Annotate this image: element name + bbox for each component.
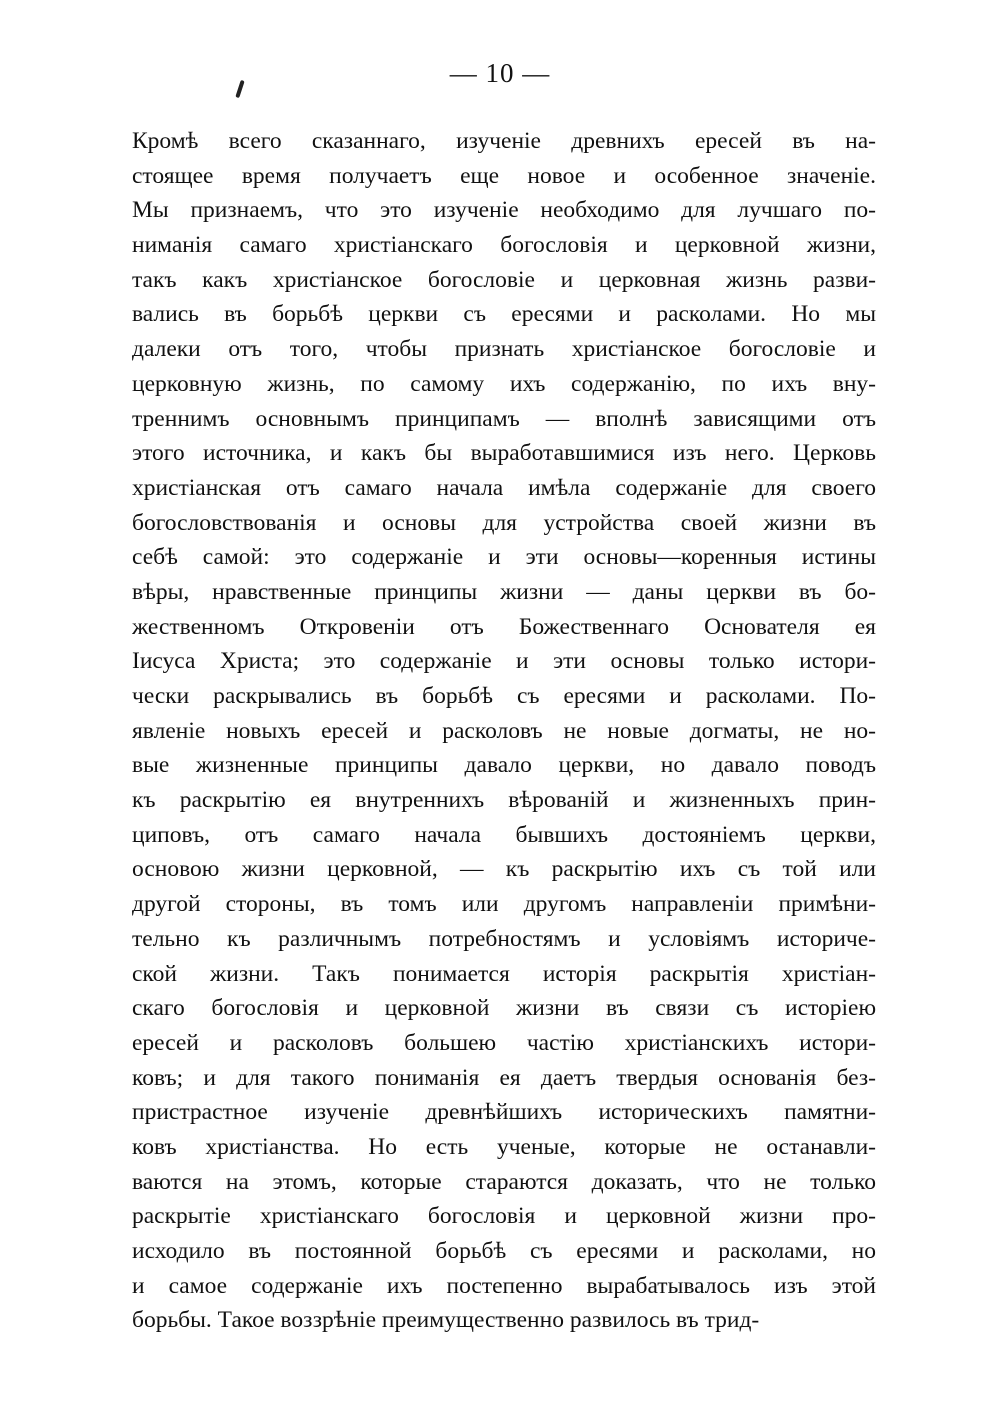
text-line: вались въ борьбѣ церкви съ ересями и расколами. Но мы xyxy=(132,301,876,328)
text-line: Іисуса Христа; это содержаніе и эти основы только истори- xyxy=(132,648,876,675)
text-line: ковъ; и для такого пониманія ея даетъ твердыя основанія без- xyxy=(132,1064,876,1091)
text-line: раскрытіе христіанскаго богословія и церковной жизни про- xyxy=(132,1203,876,1230)
text-line: вѣры, нравственные принципы жизни — даны церкви въ бо- xyxy=(132,578,876,605)
text-line: пристрастное изученіе древнѣйшихъ историческихъ памятни- xyxy=(132,1099,876,1126)
text-line: далеки отъ того, чтобы признать христіанское богословіе и xyxy=(132,336,876,363)
text-line: ниманія самаго христіанскаго богословія и церковной жизни, xyxy=(132,232,876,259)
text-line: жественномъ Откровеніи отъ Божественнаго Основателя ея xyxy=(132,613,876,640)
text-line: тельно къ различнымъ потребностямъ и условіямъ историче- xyxy=(132,925,876,952)
text-line: себѣ самой: это содержаніе и эти основы—коренныя истины xyxy=(132,544,876,571)
text-line: ской жизни. Такъ понимается исторія раскрытія христіан- xyxy=(132,960,876,987)
text-line: ваются на этомъ, которые стараются доказать, что не только xyxy=(132,1168,876,1195)
text-line: стоящее время получаетъ еще новое и особенное значеніе. xyxy=(132,162,876,189)
text-line: христіанская отъ самаго начала имѣла содержаніе для своего xyxy=(132,474,876,501)
text-line: явленіе новыхъ ересей и расколовъ не новые догматы, не но- xyxy=(132,717,876,744)
text-line: борьбы. Такое воззрѣніе преимущественно развилось въ трид- xyxy=(132,1307,760,1334)
text-line: такъ какъ христіанское богословіе и церковная жизнь разви- xyxy=(132,266,876,293)
text-line: другой стороны, въ томъ или другомъ направленіи примѣни- xyxy=(132,891,876,918)
text-line: треннимъ основнымъ принципамъ — вполнѣ зависящими отъ xyxy=(132,405,876,432)
text-line: скаго богословія и церковной жизни въ связи съ исторіею xyxy=(132,995,876,1022)
body-text xyxy=(132,124,876,1338)
text-line: основою жизни церковной, — къ раскрытію ихъ съ той или xyxy=(132,856,876,883)
text-line: и самое содержаніе ихъ постепенно вырабатывалось изъ этой xyxy=(132,1272,876,1299)
text-line: исходило въ постоянной борьбѣ съ ересями и расколами, но xyxy=(132,1238,876,1264)
text-line: чески раскрывались въ борьбѣ съ ересями и расколами. По- xyxy=(132,683,876,709)
text-line: къ раскрытію ея внутреннихъ вѣрованій и жизненныхъ прин- xyxy=(132,787,876,814)
text-line: богословствованія и основы для устройства своей жизни въ xyxy=(132,509,876,536)
text-line: вые жизненные принципы давало церкви, но давало поводъ xyxy=(132,752,876,779)
text-line: ересей и расколовъ большею частію христіанскихъ истори- xyxy=(132,1029,876,1056)
text-line: циповъ, отъ самаго начала бывшихъ достояніемъ церкви, xyxy=(132,821,876,848)
text-line: Мы признаемъ, что это изученіе необходимо для лучшаго по- xyxy=(132,197,876,224)
text-line: ковъ христіанства. Но есть ученые, которые не останавли- xyxy=(132,1133,876,1160)
text-line: этого источника, и какъ бы выработавшимися изъ него. Церковь xyxy=(132,440,876,467)
page-number: — 10 — xyxy=(449,58,551,88)
text-line: церковную жизнь, по самому ихъ содержанію, по ихъ вну- xyxy=(132,370,876,397)
text-line: Кромѣ всего сказаннаго, изученіе древнихъ ересей въ на- xyxy=(132,128,876,154)
